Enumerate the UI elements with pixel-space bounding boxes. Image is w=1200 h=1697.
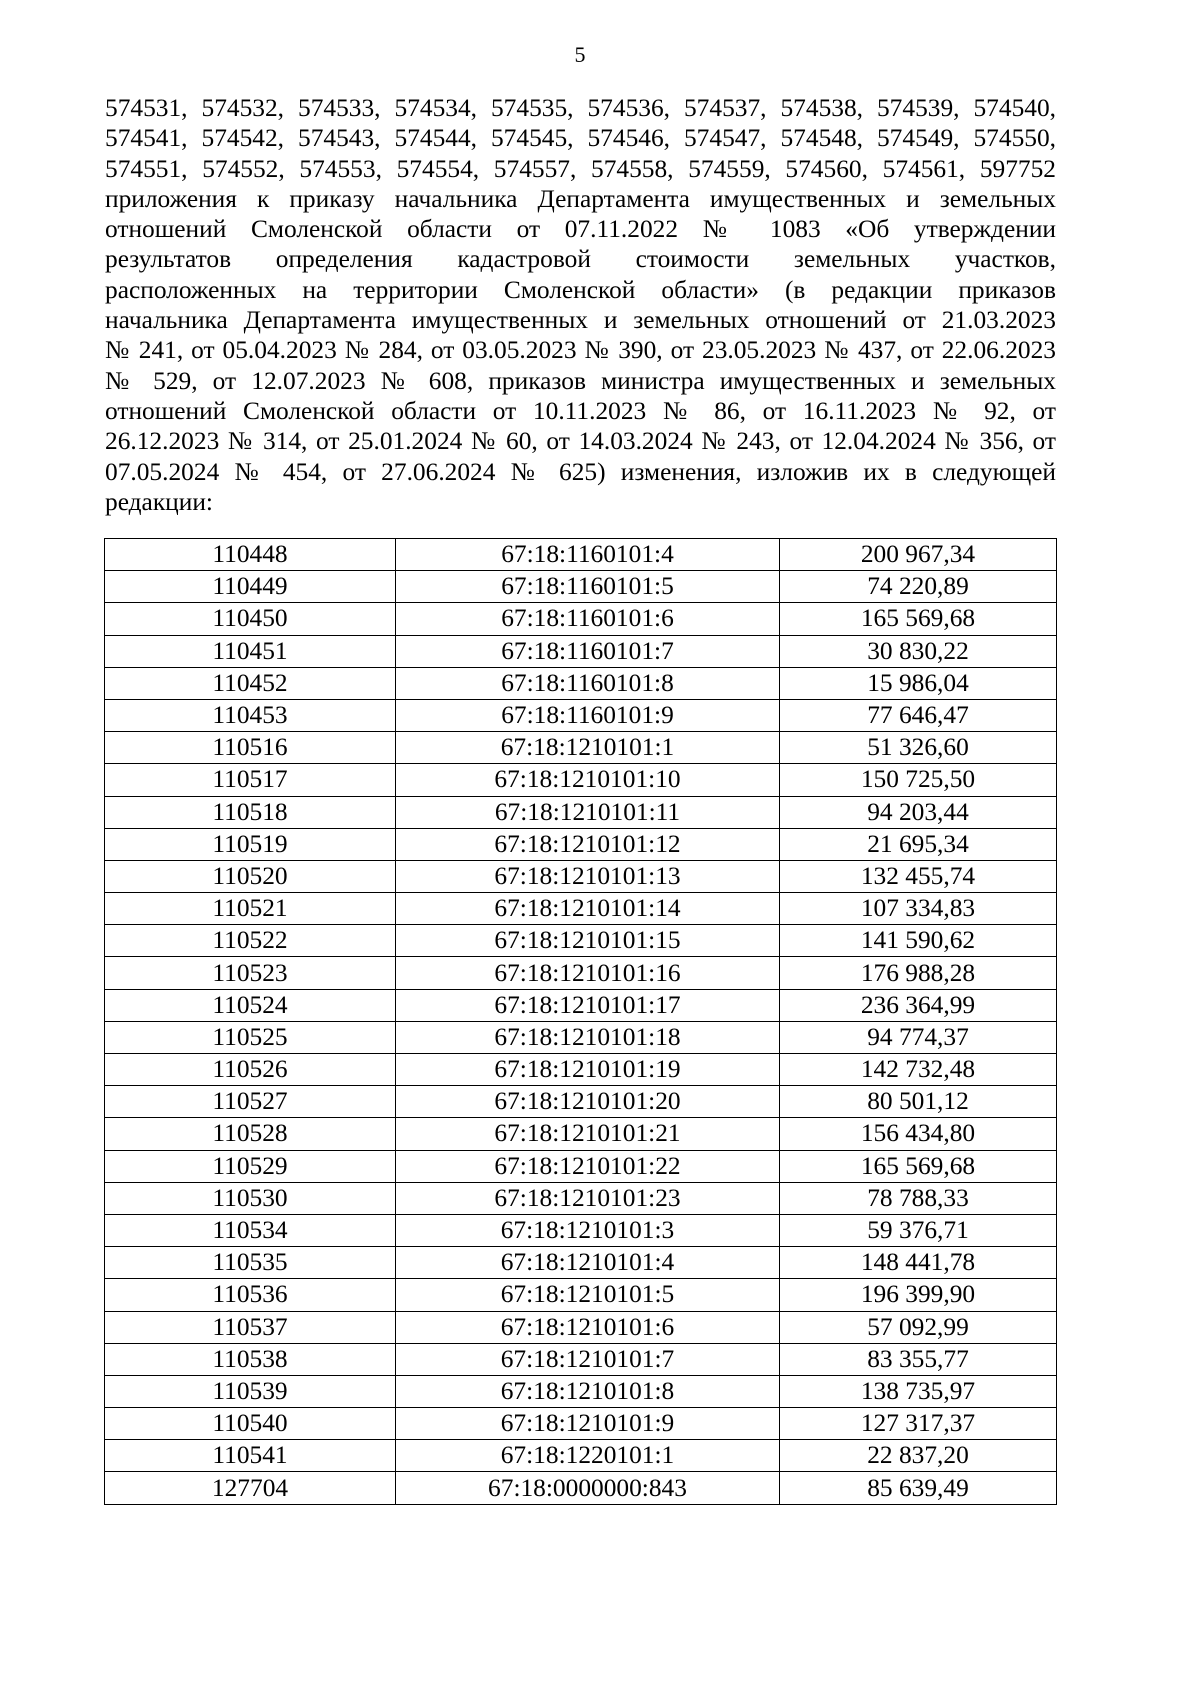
table-row — [105, 603, 1057, 635]
row-id-cell: 110517 — [105, 764, 396, 796]
row-id-cell: 110527 — [105, 1086, 396, 1118]
cadastral-value-cell: 176 988,28 — [780, 957, 1057, 989]
cadastral-value-cell: 51 326,60 — [780, 732, 1057, 764]
table-row — [105, 1311, 1057, 1343]
paragraph-line: № 529, от 12.07.2023 № 608, приказов министра имущественных и земельных — [105, 366, 1056, 395]
cadastral-value-cell: 85 639,49 — [780, 1472, 1057, 1504]
table-row — [105, 828, 1057, 860]
table-row — [105, 1247, 1057, 1279]
table-row — [105, 1214, 1057, 1246]
table-row — [105, 1054, 1057, 1086]
table-row — [105, 1408, 1057, 1440]
paragraph-line: начальника Департамента имущественных и земельных отношений от 21.03.2023 — [105, 306, 1056, 335]
paragraph-line: редакции: — [105, 487, 213, 516]
paragraph-line: 574551, 574552, 574553, 574554, 574557, 574558, 574559, 574560, 574561, 597752 — [105, 154, 1056, 183]
cadastral-value-cell: 77 646,47 — [780, 699, 1057, 731]
cadastral-number-cell: 67:18:1210101:23 — [396, 1182, 780, 1214]
cadastral-number-cell: 67:18:1210101:13 — [396, 860, 780, 892]
table-row — [105, 1440, 1057, 1472]
cadastral-value-cell: 142 732,48 — [780, 1054, 1057, 1086]
row-id-cell: 110452 — [105, 667, 396, 699]
table-row — [105, 699, 1057, 731]
table-row — [105, 1375, 1057, 1407]
row-id-cell: 110448 — [105, 539, 396, 571]
cadastral-value-cell: 141 590,62 — [780, 925, 1057, 957]
row-id-cell: 110450 — [105, 603, 396, 635]
paragraph-line: отношений Смоленской области от 10.11.2023 № 86, от 16.11.2023 № 92, от — [105, 396, 1056, 425]
cadastral-value-cell: 200 967,34 — [780, 539, 1057, 571]
cadastral-number-cell: 67:18:1210101:11 — [396, 796, 780, 828]
cadastral-value-cell: 74 220,89 — [780, 571, 1057, 603]
row-id-cell: 110526 — [105, 1054, 396, 1086]
cadastral-value-cell: 21 695,34 — [780, 828, 1057, 860]
table-row — [105, 1021, 1057, 1053]
cadastral-number-cell: 67:18:1210101:19 — [396, 1054, 780, 1086]
cadastral-number-cell: 67:18:1210101:14 — [396, 893, 780, 925]
row-id-cell: 110522 — [105, 925, 396, 957]
table-row — [105, 893, 1057, 925]
cadastral-value-cell: 15 986,04 — [780, 667, 1057, 699]
cadastral-number-cell: 67:18:1210101:18 — [396, 1021, 780, 1053]
table-row — [105, 1086, 1057, 1118]
row-id-cell: 110451 — [105, 635, 396, 667]
cadastral-value-cell: 94 774,37 — [780, 1021, 1057, 1053]
table-row — [105, 925, 1057, 957]
cadastral-value-cell: 94 203,44 — [780, 796, 1057, 828]
cadastral-number-cell: 67:18:1210101:7 — [396, 1343, 780, 1375]
table-row — [105, 732, 1057, 764]
paragraph-line: 574531, 574532, 574533, 574534, 574535, 574536, 574537, 574538, 574539, 574540, — [105, 94, 1056, 122]
cadastral-number-cell: 67:18:1210101:3 — [396, 1214, 780, 1246]
row-id-cell: 110516 — [105, 732, 396, 764]
paragraph-line: № 241, от 05.04.2023 № 284, от 03.05.2023 № 390, от 23.05.2023 № 437, от 22.06.2023 — [105, 336, 1056, 365]
cadastral-number-cell: 67:18:1210101:21 — [396, 1118, 780, 1150]
row-id-cell: 110528 — [105, 1118, 396, 1150]
table-row — [105, 1472, 1057, 1504]
cadastral-number-cell: 67:18:1210101:16 — [396, 957, 780, 989]
cadastral-value-cell: 236 364,99 — [780, 989, 1057, 1021]
cadastral-value-cell: 150 725,50 — [780, 764, 1057, 796]
row-id-cell: 127704 — [105, 1472, 396, 1504]
row-id-cell: 110518 — [105, 796, 396, 828]
cadastral-value-cell: 30 830,22 — [780, 635, 1057, 667]
cadastral-number-cell: 67:18:1210101:12 — [396, 828, 780, 860]
paragraph-line: 07.05.2024 № 454, от 27.06.2024 № 625) изменения, изложив их в следующей — [105, 457, 1056, 486]
table-row — [105, 796, 1057, 828]
table-row — [105, 1279, 1057, 1311]
cadastral-number-cell: 67:18:1160101:7 — [396, 635, 780, 667]
table-row — [105, 957, 1057, 989]
cadastral-value-cell: 132 455,74 — [780, 860, 1057, 892]
row-id-cell: 110449 — [105, 571, 396, 603]
cadastral-value-cell: 156 434,80 — [780, 1118, 1057, 1150]
row-id-cell: 110525 — [105, 1021, 396, 1053]
row-id-cell: 110539 — [105, 1375, 396, 1407]
cadastral-number-cell: 67:18:1210101:15 — [396, 925, 780, 957]
cadastral-value-cell: 165 569,68 — [780, 1150, 1057, 1182]
row-id-cell: 110520 — [105, 860, 396, 892]
row-id-cell: 110453 — [105, 699, 396, 731]
cadastral-value-cell: 148 441,78 — [780, 1247, 1057, 1279]
table-row — [105, 1150, 1057, 1182]
cadastral-number-cell: 67:18:1210101:22 — [396, 1150, 780, 1182]
table-row — [105, 571, 1057, 603]
row-id-cell: 110537 — [105, 1311, 396, 1343]
cadastral-value-cell: 127 317,37 — [780, 1408, 1057, 1440]
cadastral-value-cell: 107 334,83 — [780, 893, 1057, 925]
paragraph-line: отношений Смоленской области от 07.11.2022 № 1083 «Об утверждении — [105, 215, 1056, 244]
row-id-cell: 110523 — [105, 957, 396, 989]
row-id-cell: 110529 — [105, 1150, 396, 1182]
body-paragraph — [105, 93, 1056, 517]
row-id-cell: 110536 — [105, 1279, 396, 1311]
cadastral-value-table — [104, 538, 1057, 1505]
row-id-cell: 110521 — [105, 893, 396, 925]
table-row — [105, 539, 1057, 571]
cadastral-value-cell: 196 399,90 — [780, 1279, 1057, 1311]
table-row — [105, 1118, 1057, 1150]
cadastral-number-cell: 67:18:1210101:17 — [396, 989, 780, 1021]
cadastral-value-cell: 83 355,77 — [780, 1343, 1057, 1375]
paragraph-line: 26.12.2023 № 314, от 25.01.2024 № 60, от 14.03.2024 № 243, от 12.04.2024 № 356, от — [105, 427, 1056, 456]
paragraph-line: приложения к приказу начальника Департамента имущественных и земельных — [105, 184, 1056, 213]
table-row — [105, 1182, 1057, 1214]
row-id-cell: 110530 — [105, 1182, 396, 1214]
table-row — [105, 635, 1057, 667]
paragraph-line: результатов определения кадастровой стоимости земельных участков, — [105, 245, 1056, 274]
cadastral-number-cell: 67:18:1160101:8 — [396, 667, 780, 699]
cadastral-number-cell: 67:18:1210101:9 — [396, 1408, 780, 1440]
cadastral-value-cell: 165 569,68 — [780, 603, 1057, 635]
cadastral-number-cell: 67:18:1210101:1 — [396, 732, 780, 764]
cadastral-number-cell: 67:18:1160101:9 — [396, 699, 780, 731]
paragraph-line: 574541, 574542, 574543, 574544, 574545, 574546, 574547, 574548, 574549, 574550, — [105, 124, 1056, 153]
cadastral-number-cell: 67:18:1160101:5 — [396, 571, 780, 603]
table-row — [105, 989, 1057, 1021]
row-id-cell: 110541 — [105, 1440, 396, 1472]
cadastral-number-cell: 67:18:1210101:8 — [396, 1375, 780, 1407]
cadastral-number-cell: 67:18:1210101:5 — [396, 1279, 780, 1311]
row-id-cell: 110519 — [105, 828, 396, 860]
paragraph-line: расположенных на территории Смоленской области» (в редакции приказов — [105, 275, 1056, 304]
row-id-cell: 110540 — [105, 1408, 396, 1440]
cadastral-value-cell: 78 788,33 — [780, 1182, 1057, 1214]
row-id-cell: 110535 — [105, 1247, 396, 1279]
page-number: 5 — [574, 42, 586, 67]
table-row — [105, 667, 1057, 699]
cadastral-value-cell: 22 837,20 — [780, 1440, 1057, 1472]
cadastral-number-cell: 67:18:1220101:1 — [396, 1440, 780, 1472]
cadastral-number-cell: 67:18:1160101:6 — [396, 603, 780, 635]
cadastral-number-cell: 67:18:0000000:843 — [396, 1472, 780, 1504]
cadastral-number-cell: 67:18:1160101:4 — [396, 539, 780, 571]
row-id-cell: 110524 — [105, 989, 396, 1021]
cadastral-number-cell: 67:18:1210101:10 — [396, 764, 780, 796]
cadastral-value-cell: 138 735,97 — [780, 1375, 1057, 1407]
row-id-cell: 110534 — [105, 1214, 396, 1246]
table-row — [105, 764, 1057, 796]
cadastral-value-cell: 80 501,12 — [780, 1086, 1057, 1118]
table-row — [105, 1343, 1057, 1375]
row-id-cell: 110538 — [105, 1343, 396, 1375]
cadastral-number-cell: 67:18:1210101:20 — [396, 1086, 780, 1118]
cadastral-value-cell: 57 092,99 — [780, 1311, 1057, 1343]
cadastral-number-cell: 67:18:1210101:6 — [396, 1311, 780, 1343]
cadastral-value-cell: 59 376,71 — [780, 1214, 1057, 1246]
table-row — [105, 860, 1057, 892]
cadastral-number-cell: 67:18:1210101:4 — [396, 1247, 780, 1279]
